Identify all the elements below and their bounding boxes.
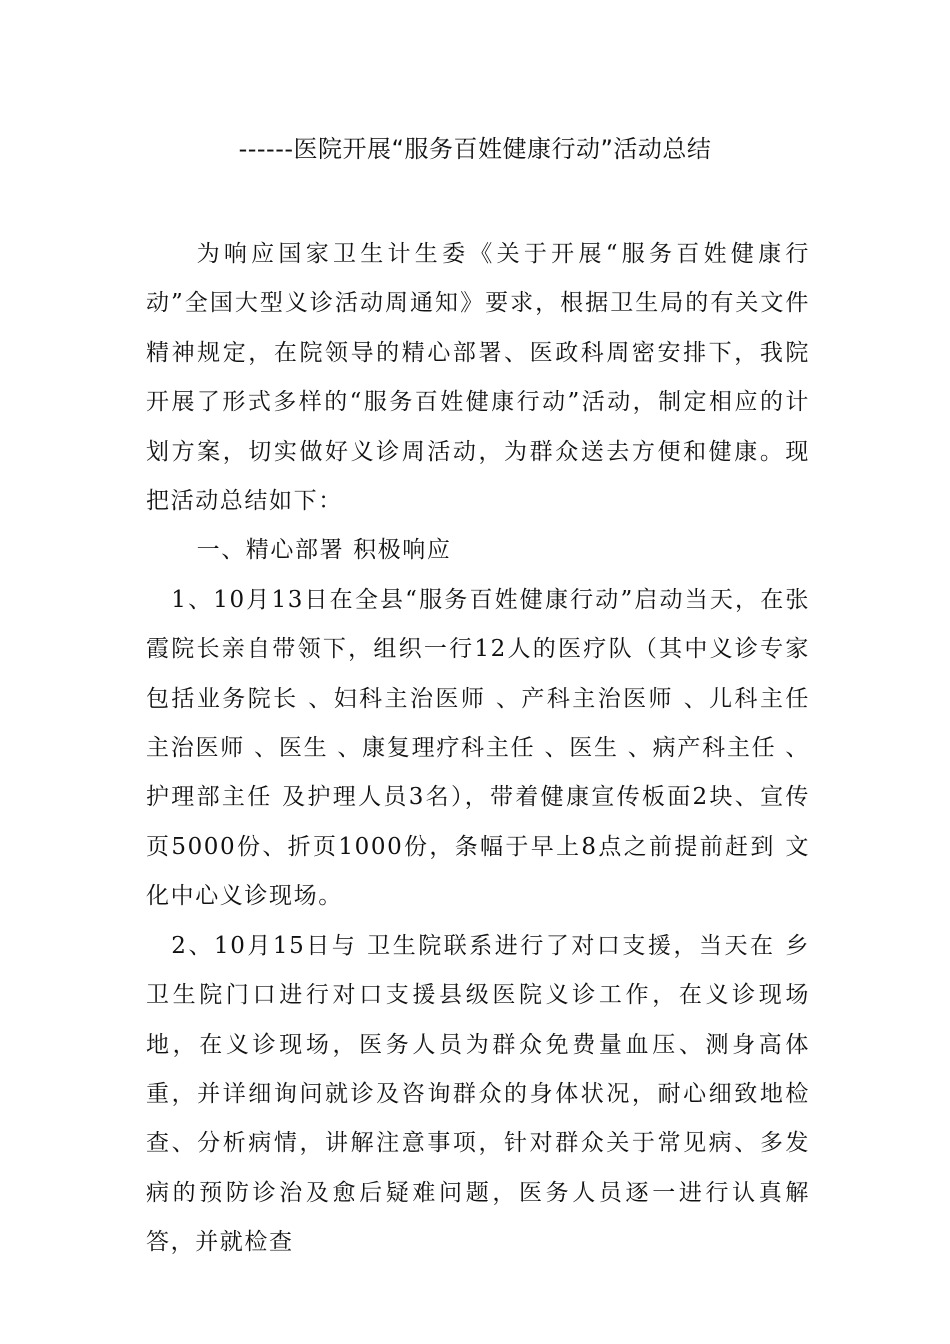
- item-paragraph-1: 1、10月13日在全县“服务百姓健康行动”启动当天，在张霞院长亲自带领下，组织一行12人的医疗队（其中义诊专家包括业务院长 、妇科主治医师 、产科主治医师 、儿科主任主治医师 、医生 、康复理疗科主任 、医生 、病产科主任 、护理部主任 及护理人员3名），带着健康宣传板面2块、宣传页5000份、折页1000份，条幅于早上8点之前提前赶到 文化中心义诊现场。: [146, 586, 810, 910]
- document-body: [146, 230, 810, 1268]
- intro-paragraph: 为响应国家卫生计生委《关于开展“服务百姓健康行动”全国大型义诊活动周通知》要求，根据卫生局的有关文件精神规定，在院领导的精心部署、医政科周密安排下，我院开展了形式多样的“服务百姓健康行动”活动，制定相应的计划方案，切实做好义诊周活动，为群众送去方便和健康。现把活动总结如下：: [146, 241, 810, 515]
- document-title: ------医院开展“服务百姓健康行动”活动总结: [238, 135, 712, 163]
- section-heading: 一、精心部署 积极响应: [196, 537, 452, 564]
- item-paragraph-2: 2、10月15日与 卫生院联系进行了对口支援，当天在 乡卫生院门口进行对口支援县级医院义诊工作，在义诊现场地，在义诊现场，医务人员为群众免费量血压、测身高体重，并详细询问就诊及咨询群众的身体状况，耐心细致地检查、分析病情，讲解注意事项，针对群众关于常见病、多发病的预防诊治及愈后疑难问题，医务人员逐一进行认真解答，并就检查: [146, 932, 810, 1256]
